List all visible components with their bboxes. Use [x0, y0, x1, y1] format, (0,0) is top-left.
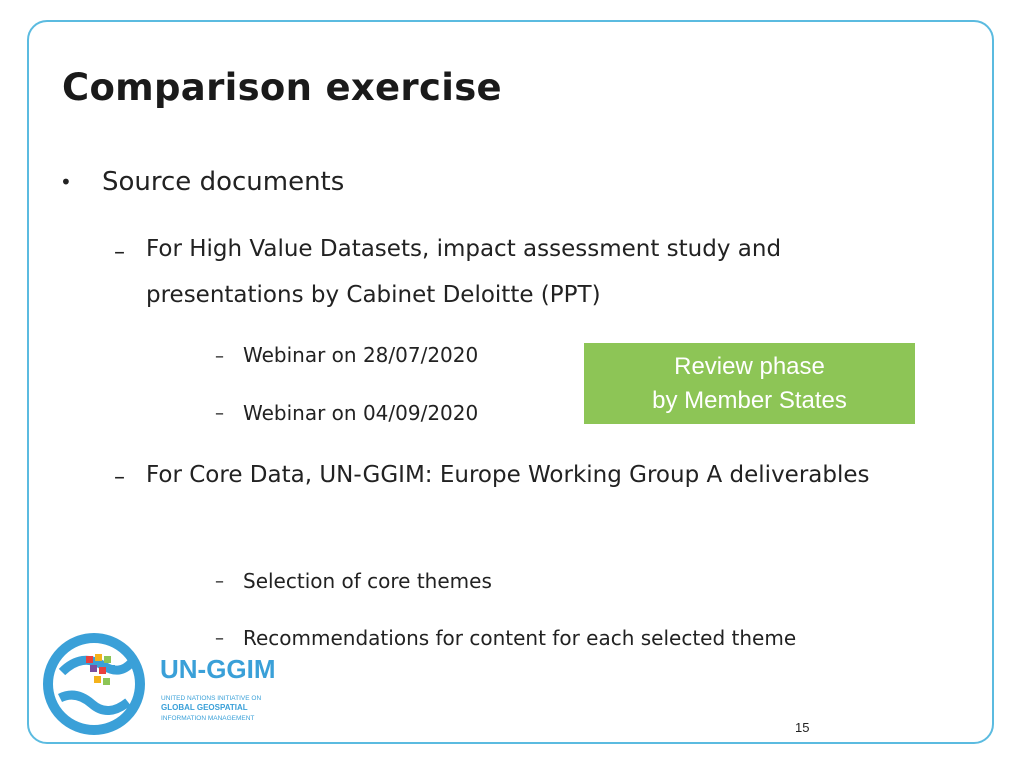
- bullet-dot: •: [60, 170, 72, 194]
- item-core-data: For Core Data, UN-GGIM: Europe Working Group A deliverables: [146, 462, 870, 488]
- subitem-webinar-1: Webinar on 28/07/2020: [243, 343, 479, 367]
- review-phase-box: [584, 343, 915, 424]
- dash-marker: –: [114, 465, 125, 490]
- logo-line2: GLOBAL GEOSPATIAL: [161, 703, 248, 712]
- dash-marker: –: [215, 403, 224, 424]
- subitem-recommendations: Recommendations for content for each selected theme: [243, 626, 797, 650]
- logo-line3: INFORMATION MANAGEMENT: [161, 715, 255, 722]
- logo-line1: UNITED NATIONS INITIATIVE ON: [161, 695, 262, 702]
- slide-title: Comparison exercise: [62, 66, 502, 109]
- dash-marker: –: [215, 346, 224, 367]
- dash-marker: –: [215, 628, 224, 649]
- subitem-webinar-2: Webinar on 04/09/2020: [243, 401, 479, 425]
- subitem-core-themes: Selection of core themes: [243, 569, 492, 593]
- bullet-source-documents: Source documents: [102, 167, 345, 197]
- un-ggim-logo: [42, 632, 282, 737]
- page-number: 15: [795, 720, 810, 735]
- review-box-line2: by Member States: [652, 387, 847, 414]
- logo-title: UN-GGIM: [160, 654, 276, 684]
- globe-logo-icon: [42, 632, 282, 737]
- item-high-value-datasets: For High Value Datasets, impact assessment study and presentations by Cabinet Deloitte (PPT): [146, 236, 782, 308]
- dash-marker: –: [215, 571, 224, 592]
- review-box-line1: Review phase: [674, 353, 825, 380]
- dash-marker: –: [114, 240, 125, 265]
